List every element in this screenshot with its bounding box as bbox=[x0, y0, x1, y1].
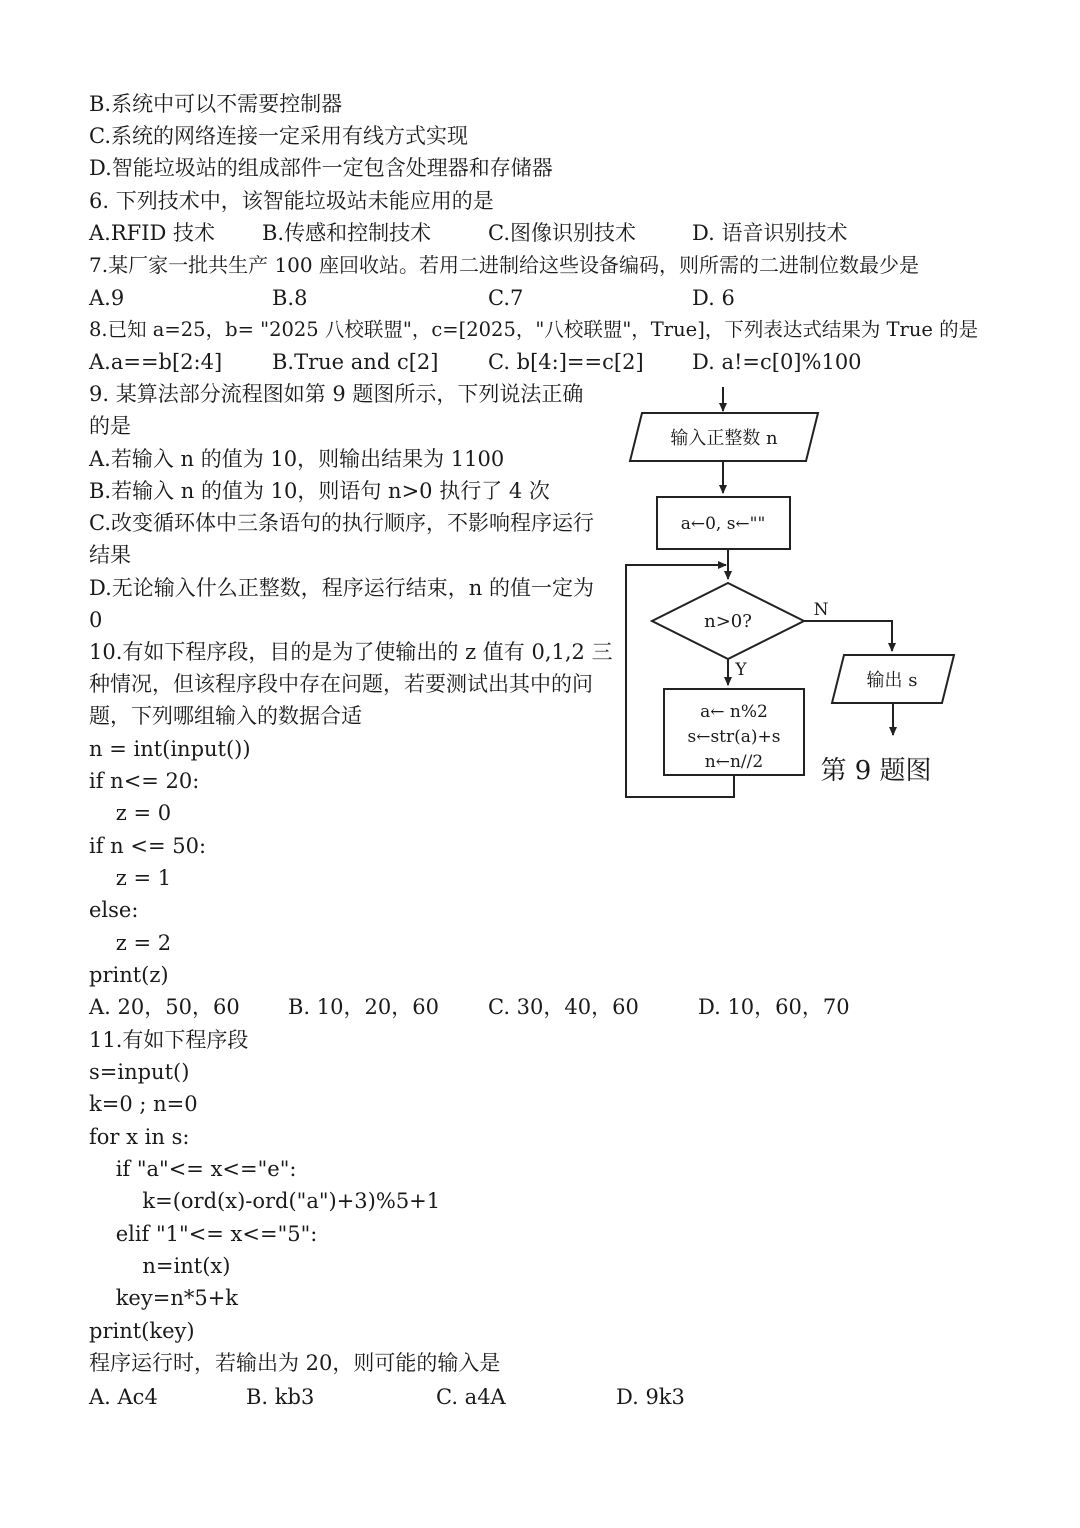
q11-question: 程序运行时，若输出为 20，则可能的输入是 bbox=[89, 1351, 501, 1375]
flow-body-line-2: s←str(a)+s bbox=[687, 727, 781, 747]
q8-option-a: A.a==b[2:4] bbox=[89, 350, 223, 374]
q10-stem-line-2: 种情况，但该程序段中存在问题，若要测试出其中的问 bbox=[89, 672, 593, 696]
q11-code-line: elif "1"<= x<="5": bbox=[89, 1222, 318, 1246]
q5-option-c: C.系统的网络连接一定采用有线方式实现 bbox=[89, 124, 468, 148]
q9-option-c-line-1: C.改变循环体中三条语句的执行顺序，不影响程序运行 bbox=[89, 511, 594, 535]
q7-option-d: D. 6 bbox=[692, 286, 735, 310]
q11-option-b: B. kb3 bbox=[246, 1385, 315, 1409]
q10-option-a: A. 20，50，60 bbox=[89, 995, 240, 1019]
q11-code-line: k=(ord(x)-ord("a")+3)%5+1 bbox=[89, 1189, 441, 1213]
q8-option-c: C. b[4:]==c[2] bbox=[488, 350, 644, 374]
q10-option-d: D. 10，60，70 bbox=[698, 995, 850, 1019]
q9-option-c-line-2: 结果 bbox=[89, 543, 131, 567]
q11-code-line: if "a"<= x<="e": bbox=[89, 1157, 297, 1181]
q11-option-a: A. Ac4 bbox=[89, 1385, 158, 1409]
q9-stem-line-2: 的是 bbox=[89, 414, 131, 438]
q11-option-d: D. 9k3 bbox=[616, 1385, 685, 1409]
q6-stem: 6. 下列技术中，该智能垃圾站未能应用的是 bbox=[89, 189, 494, 213]
q11-stem: 11.有如下程序段 bbox=[89, 1028, 249, 1052]
flow-yes-label: Y bbox=[735, 660, 747, 680]
q10-code-line: else: bbox=[89, 898, 139, 922]
q9-option-d-line-1: D.无论输入什么正整数，程序运行结束，n 的值一定为 bbox=[89, 576, 594, 600]
q10-code-line: z = 2 bbox=[89, 931, 172, 955]
q9-flowchart bbox=[620, 385, 960, 805]
q11-code-line: k=0 ; n=0 bbox=[89, 1092, 198, 1116]
q9-option-a: A.若输入 n 的值为 10，则输出结果为 1100 bbox=[89, 447, 505, 471]
q9-stem-line-1: 9. 某算法部分流程图如第 9 题图所示，下列说法正确 bbox=[89, 382, 584, 406]
q7-stem: 7.某厂家一批共生产 100 座回收站。若用二进制给这些设备编码，则所需的二进制位数最少是 bbox=[89, 253, 919, 277]
flow-input-label: 输入正整数 n bbox=[670, 428, 778, 449]
q11-option-c: C. a4A bbox=[436, 1385, 506, 1409]
flow-decision-label: n>0? bbox=[704, 611, 752, 632]
q10-code-line: if n <= 50: bbox=[89, 834, 207, 858]
q10-code-line: print(z) bbox=[89, 963, 169, 987]
q6-option-b: B.传感和控制技术 bbox=[262, 221, 432, 245]
q6-option-d: D. 语音识别技术 bbox=[692, 221, 848, 245]
flow-arrow-no-branch bbox=[804, 621, 892, 651]
q5-option-d: D.智能垃圾站的组成部件一定包含处理器和存储器 bbox=[89, 156, 553, 180]
q11-code-line: s=input() bbox=[89, 1060, 190, 1084]
q11-code-line: n=int(x) bbox=[89, 1254, 231, 1278]
flow-caption: 第 9 题图 bbox=[820, 756, 932, 786]
q8-option-d: D. a!=c[0]%100 bbox=[692, 350, 862, 374]
q10-option-b: B. 10，20，60 bbox=[288, 995, 439, 1019]
q10-code-line: if n<= 20: bbox=[89, 769, 200, 793]
q7-option-c: C.7 bbox=[488, 286, 524, 310]
q10-code-line: z = 1 bbox=[89, 866, 172, 890]
q10-code-line: z = 0 bbox=[89, 801, 172, 825]
q5-option-b: B.系统中可以不需要控制器 bbox=[89, 92, 343, 116]
q11-code-line: for x in s: bbox=[89, 1125, 190, 1149]
q10-option-c: C. 30，40，60 bbox=[488, 995, 639, 1019]
q6-option-a: A.RFID 技术 bbox=[89, 221, 216, 245]
flow-body-line-1: a← n%2 bbox=[700, 702, 768, 722]
q7-option-a: A.9 bbox=[89, 286, 125, 310]
q11-code-line: key=n*5+k bbox=[89, 1286, 239, 1310]
flow-init-label: a←0, s←"" bbox=[680, 514, 766, 534]
flow-output-label: 输出 s bbox=[866, 670, 918, 691]
q9-option-b: B.若输入 n 的值为 10，则语句 n>0 执行了 4 次 bbox=[89, 479, 550, 503]
q11-code-line: print(key) bbox=[89, 1319, 195, 1343]
q9-option-d-line-2: 0 bbox=[89, 608, 103, 632]
flow-body-line-3: n←n//2 bbox=[704, 752, 764, 772]
q10-stem-line-3: 题，下列哪组输入的数据合适 bbox=[89, 704, 362, 728]
q10-stem-line-1: 10.有如下程序段，目的是为了使输出的 z 值有 0,1,2 三 bbox=[89, 640, 613, 664]
q6-option-c: C.图像识别技术 bbox=[488, 221, 636, 245]
q10-code-line: n = int(input()) bbox=[89, 737, 251, 761]
flow-no-label: N bbox=[813, 600, 829, 620]
q8-option-b: B.True and c[2] bbox=[272, 350, 439, 374]
q8-stem: 8.已知 a=25，b= "2025 八校联盟"，c=[2025，"八校联盟"，True]，下列表达式结果为 True 的是 bbox=[89, 318, 979, 341]
q7-option-b: B.8 bbox=[272, 286, 308, 310]
